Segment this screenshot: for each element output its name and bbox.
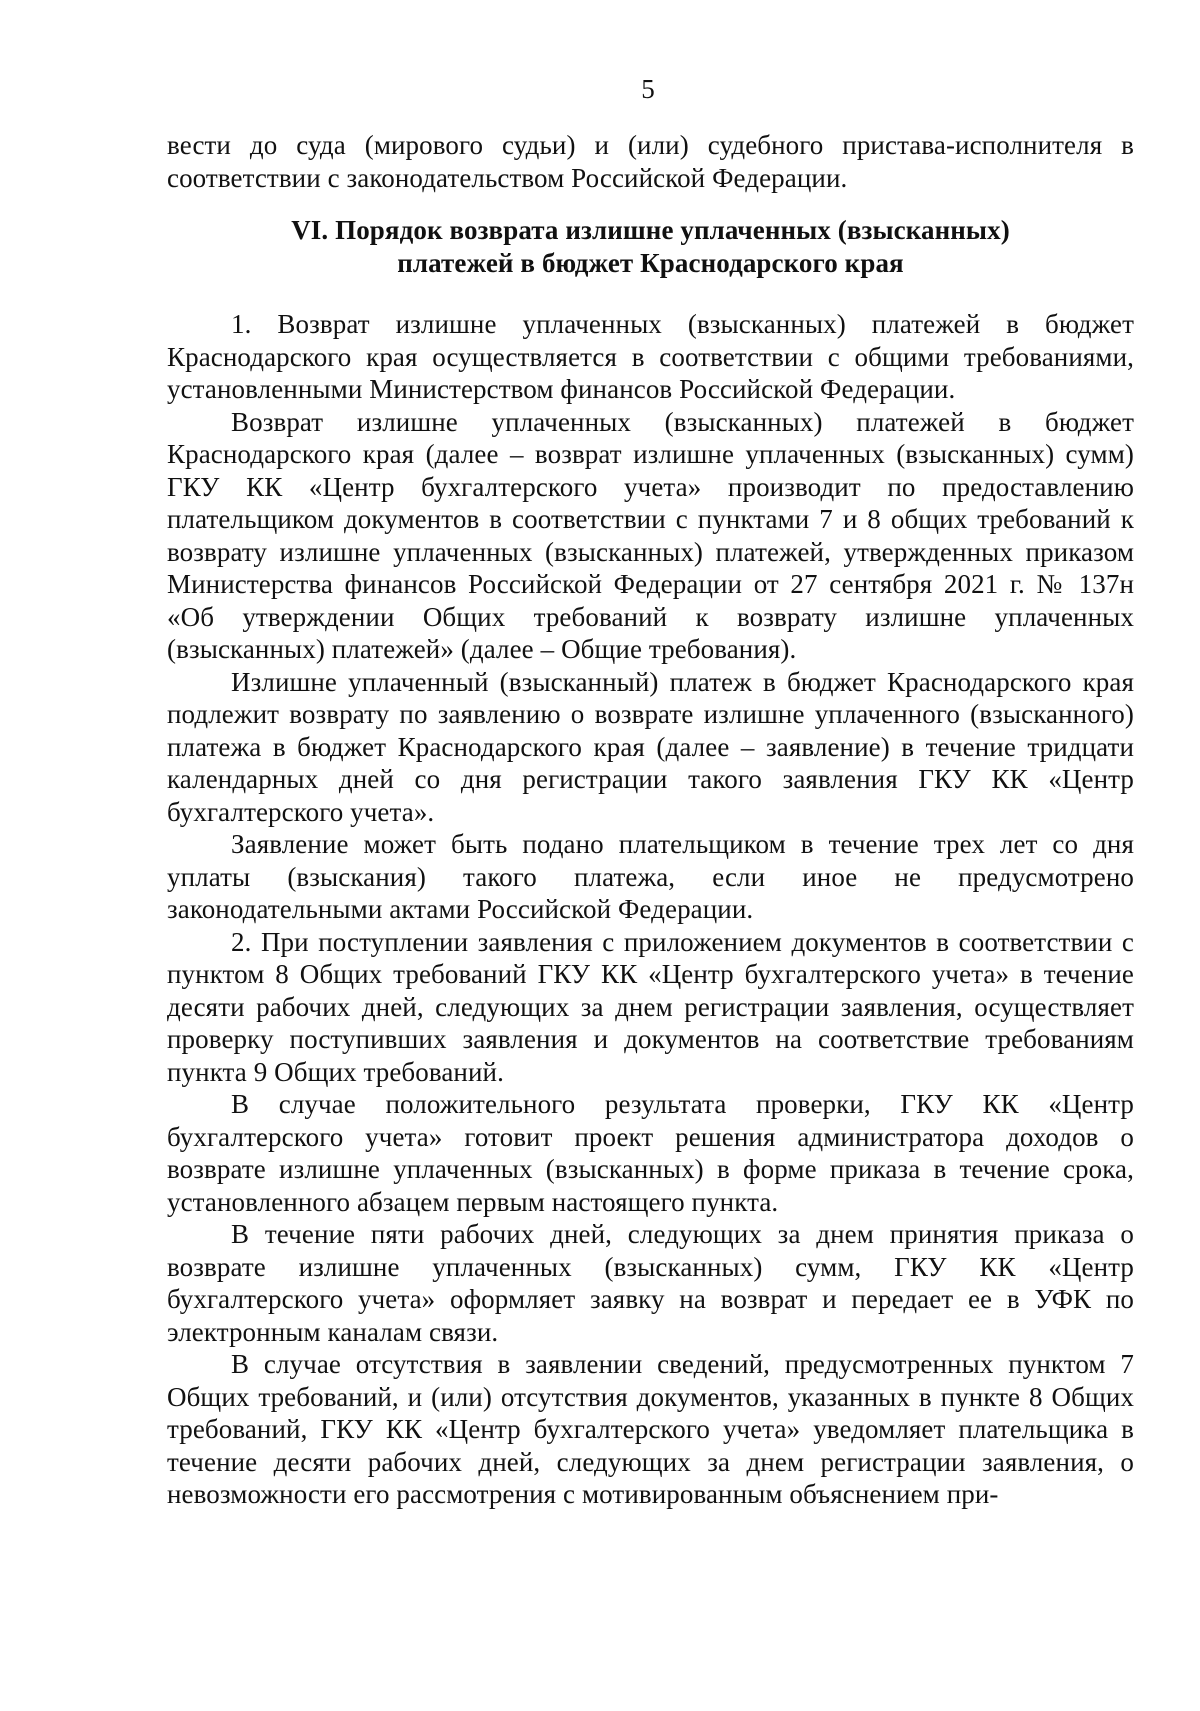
section-heading (167, 214, 1134, 280)
intro-paragraph: вести до суда (мирового судьи) и (или) судебного пристава-исполнителя в соответствии с законодательством Российской Федерации. (167, 130, 1134, 193)
paragraph-7: В течение пяти рабочих дней, следующих за днем принятия приказа о возврате излишне уплаченных (взысканных) сумм, ГКУ КК «Центр бухгалтерского учета» оформляет заявку на возврат и передает ее в УФК по электронным каналам связи. (167, 1219, 1134, 1347)
paragraph-2: Возврат излишне уплаченных (взысканных) платежей в бюджет Краснодарского края (далее – возврат излишне уплаченных (взысканных) сумм) ГКУ КК «Центр бухгалтерского учета» производит по предоставлению плательщиком документов в соответствии с пунктами 7 и 8 общих требований к возврату излишне уплаченных (взысканных) платежей, утвержденных приказом Министерства финансов Российской Федерации от 27 сентября 2021 г. № 137н «Об утверждении Общих требований к возврату излишне уплаченных (взысканных) платежей» (далее – Общие требования). (167, 406, 1134, 664)
document-body (167, 129, 1134, 1511)
paragraph-3: Излишне уплаченный (взысканный) платеж в бюджет Краснодарского края подлежит возврату по заявлению о возврате излишне уплаченного (взысканного) платежа в бюджет Краснодарского края (далее – заявление) в течение тридцати календарных дней со дня регистрации такого заявления ГКУ КК «Центр бухгалтерского учета». (167, 666, 1134, 827)
paragraph-4: Заявление может быть подано плательщиком в течение трех лет со дня уплаты (взыскания) такого платежа, если иное не предусмотрено законодательными актами Российской Федерации. (167, 829, 1134, 924)
paragraph-6: В случае положительного результата проверки, ГКУ КК «Центр бухгалтерского учета» готовит проект решения администратора доходов о возврате излишне уплаченных (взысканных) в форме приказа в течение срока, установленного абзацем первым настоящего пункта. (167, 1089, 1134, 1217)
page-number: 5 (641, 74, 655, 104)
paragraph-5: 2. При поступлении заявления с приложением документов в соответствии с пунктом 8 Общих требований ГКУ КК «Центр бухгалтерского учета» в течение десяти рабочих дней, следующих за днем регистрации заявления, осуществляет проверку поступивших заявления и документов на соответствие требованиям пункта 9 Общих требований. (167, 926, 1134, 1087)
section-heading-line-1: VI. Порядок возврата излишне уплаченных (взысканных) (291, 215, 1010, 245)
section-heading-line-2: платежей в бюджет Краснодарского края (397, 248, 904, 278)
paragraph-8: В случае отсутствия в заявлении сведений, предусмотренных пунктом 7 Общих требований, и (или) отсутствия документов, указанных в пункте 8 Общих требований, ГКУ КК «Центр бухгалтерского учета» уведомляет плательщика в течение десяти рабочих дней, следующих за днем регистрации заявления, о невозможности его рассмотрения с мотивированным объяснением при- (167, 1349, 1134, 1509)
paragraph-1: 1. Возврат излишне уплаченных (взысканных) платежей в бюджет Краснодарского края осуществляется в соответствии с общими требованиями, установленными Министерством финансов Российской Федерации. (167, 309, 1134, 404)
